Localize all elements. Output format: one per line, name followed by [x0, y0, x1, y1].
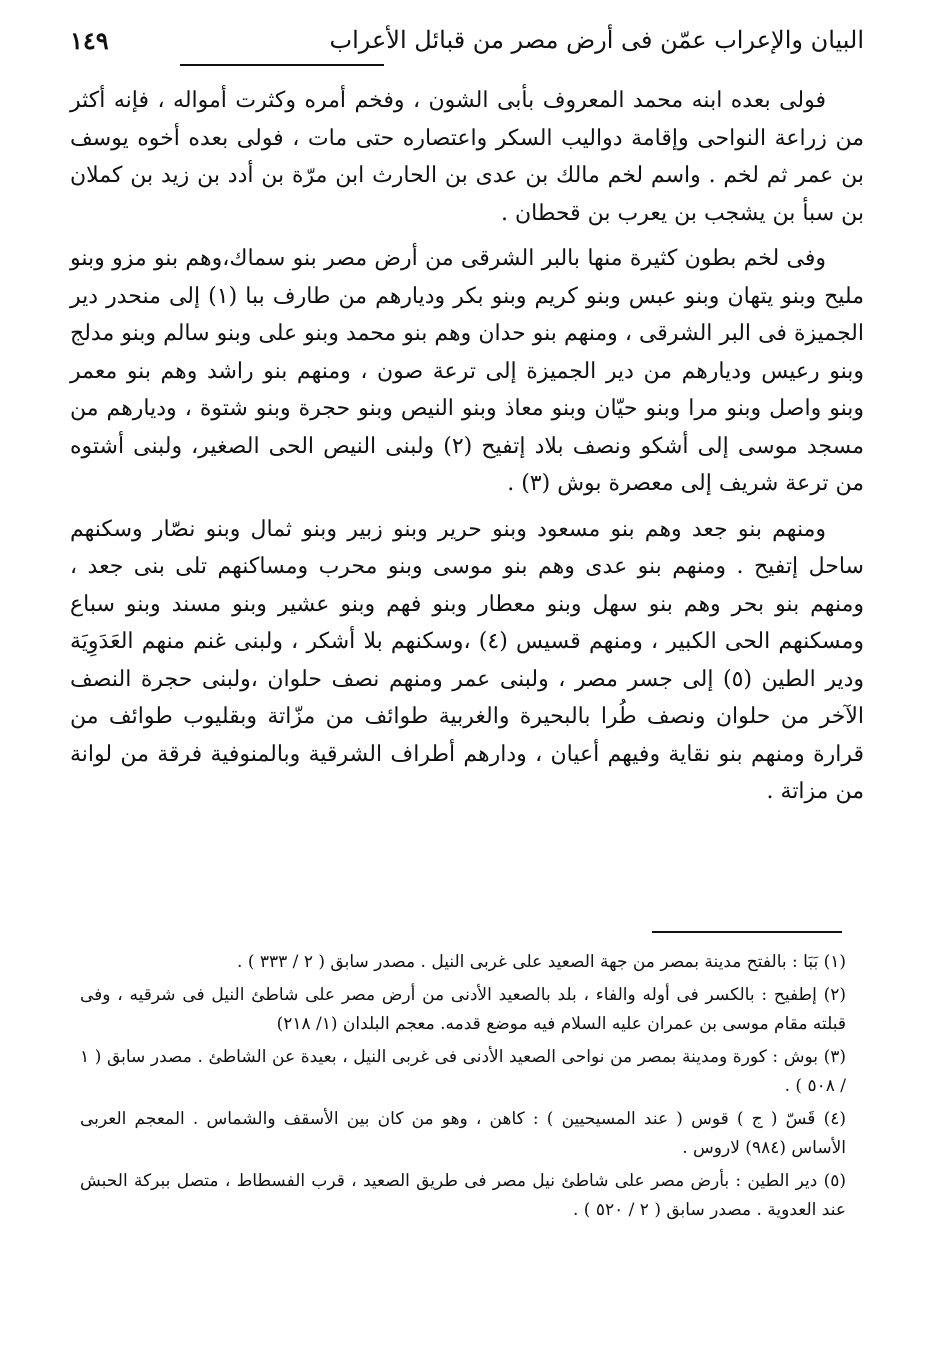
paragraph-2: وفى لخم بطون كثيرة منها بالبر الشرقى من أرض مصر بنو سماك،وهم بنو مزو وبنو مليح وبنو يتهان وبنو عبس وبنو كريم وبنو بكر وديارهم من طارف ببا (١) إلى منحدر دير الجميزة فى البر الشرقى ، ومنهم بنو حدان وهم بنو محمد وبنو على وبنو سالم وبنو مدلج وبنو رعيس وديارهم من دير الجميزة إلى ترعة صون ، ومنهم بنو راشد وهم بنو معمر وبنو واصل وبنو مرا وبنو حيّان وبنو معاذ وبنو النيص وبنو حجرة وبنو شتوة ، وديارهم من مسجد موسى إلى أشكو ونصف بلاد إتفيح (٢) ولبنى النيص الحى الصغير، ولبنى أشتوه من ترعة شريف إلى معصرة بوش (٣) . — [70, 246, 865, 496]
page-number: ١٤٩ — [70, 26, 109, 55]
page-header — [70, 20, 864, 70]
footnote-1: (١) بَبَا : بالفتح مدينة بمصر من جهة الصعيد على غربى النيل . مصدر سابق ( ٢ / ٣٣٣ ) . — [237, 952, 846, 972]
main-text — [70, 82, 864, 811]
footnote-2: (٢) إطفيح : بالكسر فى أوله والفاء ، بلد بالصعيد الأدنى من أرض مصر على شاطئ النيل فى شرقيه ، وفى قبلته مقام موسى بن عمران عليه السلام فيه موضع قدمه. معجم البلدان (١/ ٢١٨) — [80, 985, 846, 1034]
footnote-5: (٥) دير الطين : بأرض مصر على شاطئ نيل مصر فى طريق الصعيد ، قرب الفسطاط ، متصل ببركة الحبش عند العدوية . مصدر سابق ( ٢ / ٥٢٠ ) . — [80, 1171, 846, 1220]
paragraph-3: ومنهم بنو جعد وهم بنو مسعود وبنو حرير وبنو زبير وبنو ثمال وبنو نصّار وسكنهم ساحل إتفيح . ومنهم بنو عدى وهم بنو موسى وبنو محرب ومساكنهم تلى بنى جعد ، ومنهم بنو بحر وهم بنو سهل وبنو معطار وبنو فهم وبنو عشير وبنو مسند وبنو سباع ومسكنهم الحى الكبير ، ومنهم قسيس (٤) ،وسكنهم بلا أشكر ، ولبنى غنم منهم العَدَوِيَة ودير الطين (٥) إلى جسر مصر ، ولبنى عمر ومنهم نصف حلوان ،ولبنى حجرة النصف الآخر من حلوان ونصف طُرا بالبحيرة والغربية طوائف من مزّاتة وبقليوب طوائف من قرارة ومنهم بنو نقاية وفيهم أعيان ، ودارهم أطراف الشرقية وبالمنوفية فرقة من لوانة من مزاتة . — [70, 516, 865, 804]
footnotes — [80, 948, 846, 1229]
footnote-separator — [652, 931, 842, 933]
footnote-3: (٣) بوش : كورة ومدينة بمصر من نواحى الصعيد الأدنى فى غربى النيل ، بعيدة عن الشاطئ . مصدر سابق ( ١ / ٥٠٨ ) . — [80, 1047, 846, 1096]
footnote-4: (٤) قَسّ ( ج ) قوس ( عند المسيحيين ) : كاهن ، وهو من كان بين الأسقف والشماس . المعجم العربى الأساس (٩٨٤) لاروس . — [80, 1109, 846, 1158]
paragraph-1: فولى بعده ابنه محمد المعروف بأبى الشون ، وفخم أمره وكثرت أمواله ، فإنه أكثر من زراعة النواحى وإقامة دواليب السكر واعتصاره حتى مات ، فولى بعده أخوه يوسف بن عمر ثم لخم . واسم لخم مالك بن عدى بن الحارث ابن مرّة بن أدد بن زيد بن كملان بن سبأ بن يشجب بن يعرب بن قحطان . — [70, 88, 864, 226]
running-title: البيان والإعراب عمّن فى أرض مصر من قبائل الأعراب — [329, 26, 864, 54]
header-rule — [180, 64, 384, 66]
